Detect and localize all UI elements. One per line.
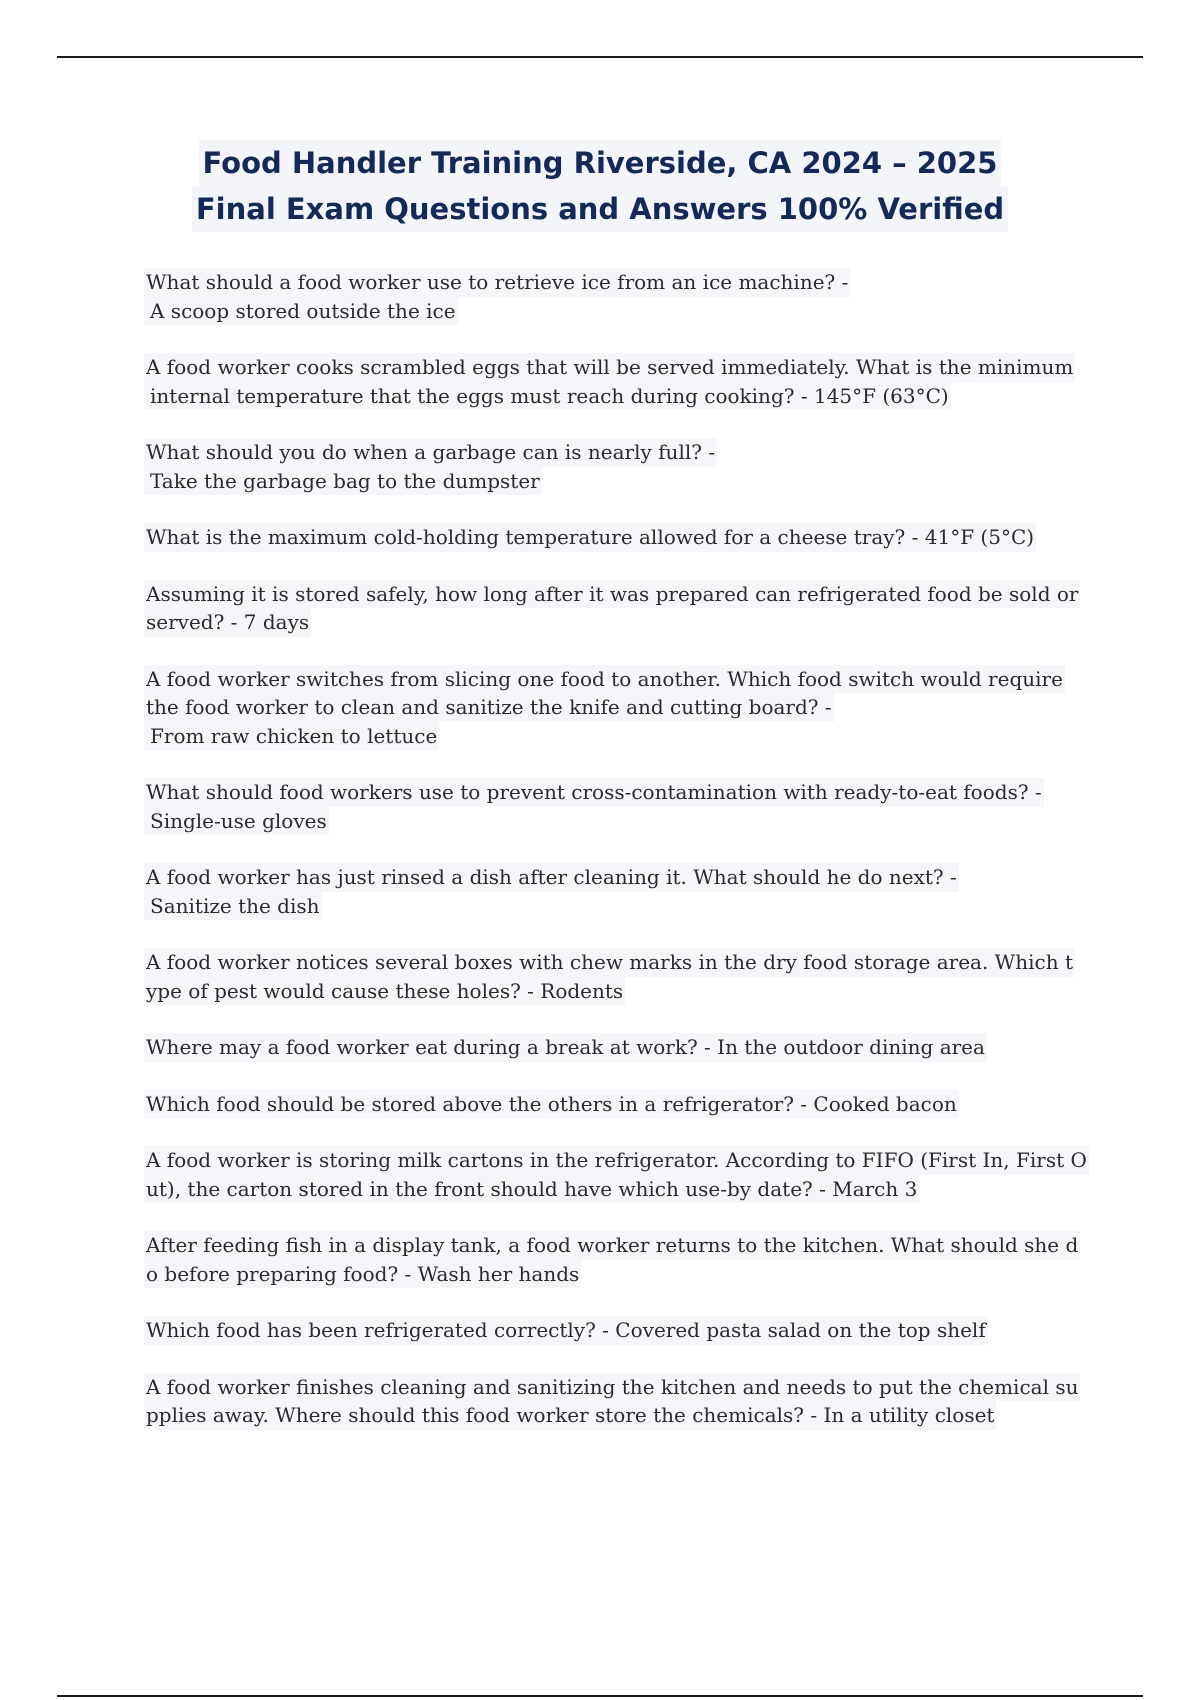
qa-item [144,268,1094,325]
qa-line: A food worker notices several boxes with chew marks in the dry food storage area. Which t [144,948,1075,977]
qa-line: After feeding fish in a display tank, a food worker returns to the kitchen. What should she d [144,1231,1080,1260]
qa-line: Assuming it is stored safely, how long after it was prepared can refrigerated food be sold or [144,580,1080,609]
qa-line: What should you do when a garbage can is nearly full? - [144,438,717,467]
qa-item [144,863,1094,920]
top-rule [57,56,1143,58]
qa-item [144,353,1094,410]
qa-line: A food worker cooks scrambled eggs that will be served immediately. What is the minimum [144,353,1075,382]
qa-item [144,1033,1094,1062]
title-line-1: Food Handler Training Riverside, CA 2024 – 2025 [199,140,1002,186]
document-title [0,140,1200,232]
qa-line: A food worker is storing milk cartons in the refrigerator. According to FIFO (First In, First O [144,1146,1089,1175]
title-line-2: Final Exam Questions and Answers 100% Verified [192,186,1008,232]
qa-line: the food worker to clean and sanitize the knife and cutting board? - [144,693,834,722]
qa-line: A food worker switches from slicing one food to another. Which food switch would require [144,665,1065,694]
qa-line: ut), the carton stored in the front should have which use-by date? - March 3 [144,1175,919,1204]
qa-line: ype of pest would cause these holes? - Rodents [144,977,625,1006]
qa-item [144,778,1094,835]
qa-line: What should food workers use to prevent cross-contamination with ready-to-eat foods? - [144,778,1044,807]
qa-item [144,1090,1094,1119]
qa-line: pplies away. Where should this food worker store the chemicals? - In a utility closet [144,1401,996,1430]
qa-item [144,665,1094,751]
qa-item [144,580,1094,637]
qa-line: A food worker has just rinsed a dish after cleaning it. What should he do next? - [144,863,959,892]
qa-item [144,1231,1094,1288]
qa-line: internal temperature that the eggs must reach during cooking? - 145°F (63°C) [144,382,951,411]
qa-item [144,523,1094,552]
qa-line: Single-use gloves [144,807,329,836]
qa-item [144,948,1094,1005]
qa-line: A scoop stored outside the ice [144,297,458,326]
qa-list [144,268,1094,1458]
qa-line: served? - 7 days [144,608,311,637]
qa-line: Where may a food worker eat during a break at work? - In the outdoor dining area [144,1033,987,1062]
qa-item [144,438,1094,495]
qa-item [144,1316,1094,1345]
qa-line: A food worker finishes cleaning and sanitizing the kitchen and needs to put the chemical su [144,1373,1080,1402]
qa-line: What should a food worker use to retrieve ice from an ice machine? - [144,268,850,297]
qa-line: From raw chicken to lettuce [144,722,439,751]
qa-line: Which food has been refrigerated correctly? - Covered pasta salad on the top shelf [144,1316,988,1345]
qa-line: Which food should be stored above the others in a refrigerator? - Cooked bacon [144,1090,959,1119]
qa-line: o before preparing food? - Wash her hands [144,1260,581,1289]
qa-line: Take the garbage bag to the dumpster [144,467,542,496]
qa-item [144,1373,1094,1430]
qa-item [144,1146,1094,1203]
qa-line: What is the maximum cold-holding temperature allowed for a cheese tray? - 41°F (5°C) [144,523,1036,552]
bottom-rule [57,1695,1143,1697]
qa-line: Sanitize the dish [144,892,322,921]
